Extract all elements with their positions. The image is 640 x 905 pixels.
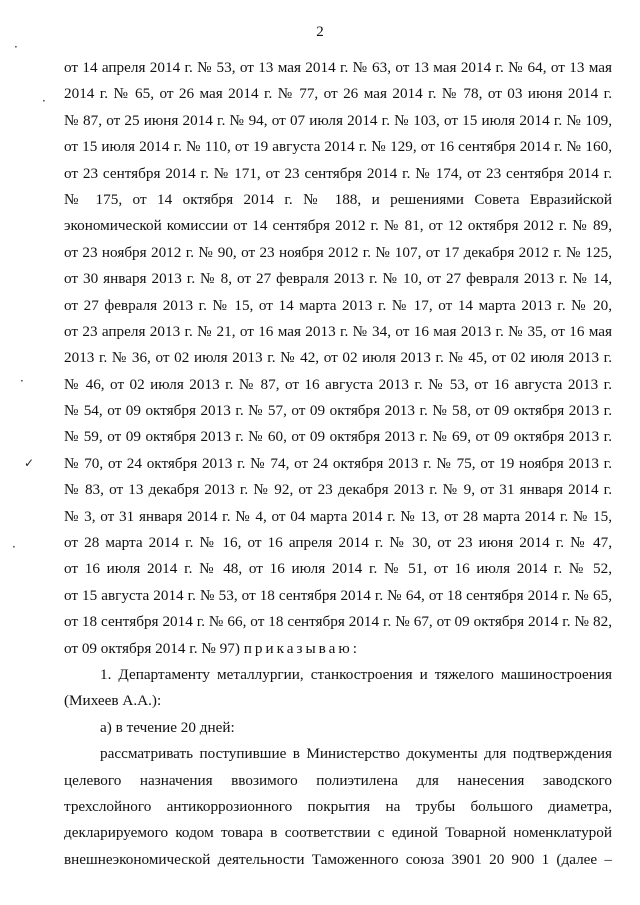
text-line-content: от 09 октября 2014 г. № 97): [64, 639, 244, 657]
text-line: [64, 345, 612, 371]
text-line-content: 2014 г. № 65, от 26 мая 2014 г. № 77, от 26 мая 2014 г. № 78, от 03 июня 2014 г.: [64, 85, 612, 103]
text-line-content: от 30 января 2013 г. № 8, от 27 февраля 2013 г. № 10, от 27 февраля 2013 г. № 14,: [64, 270, 612, 288]
text-line-content: № 3, от 31 января 2014 г. № 4, от 04 марта 2014 г. № 13, от 28 марта 2014 г. № 15,: [64, 507, 612, 525]
page-number: 2: [316, 24, 324, 40]
text-line-content: рассматривать поступившие в Министерство документы для подтверждения: [100, 745, 612, 763]
text-line: [64, 715, 612, 741]
text-line: [64, 662, 612, 688]
order-text: [64, 55, 612, 873]
text-line: [64, 768, 612, 794]
margin-mark: ·: [42, 94, 46, 108]
text-line: [64, 266, 612, 292]
text-line-content: от 15 июля 2014 г. № 110, от 19 августа 2014 г. № 129, от 16 сентября 2014 г. № 160,: [64, 138, 612, 156]
margin-mark: ·: [14, 40, 18, 54]
text-line-content: декларируемого кодом товара в соответствии с единой Товарной номенклатурой: [64, 824, 612, 842]
text-line-content: трехслойного антикоррозионного покрытия на трубы большого диаметра,: [64, 797, 612, 815]
text-line-content: № 175, от 14 октября 2014 г. № 188, и решениями Совета Евразийской: [64, 190, 612, 208]
text-line-content: от 15 августа 2014 г. № 53, от 18 сентября 2014 г. № 64, от 18 сентября 2014 г. № 65,: [64, 586, 612, 604]
text-line: [64, 530, 612, 556]
text-line-content: от 27 февраля 2013 г. № 15, от 14 марта 2013 г. № 17, от 14 марта 2013 г. № 20,: [64, 296, 612, 314]
text-line: [64, 240, 612, 266]
text-line: [64, 794, 612, 820]
text-line-content: от 14 апреля 2014 г. № 53, от 13 мая 2014 г. № 63, от 13 мая 2014 г. № 64, от 13 мая: [64, 59, 612, 76]
text-line-content: № 87, от 25 июня 2014 г. № 94, от 07 июля 2014 г. № 103, от 15 июля 2014 г. № 109,: [64, 111, 612, 129]
text-line: [64, 556, 612, 582]
text-line-content: № 54, от 09 октября 2013 г. № 57, от 09 октября 2013 г. № 58, от 09 октября 2013 г.: [64, 402, 612, 420]
order-verb: приказываю:: [243, 639, 360, 657]
margin-mark: ·: [20, 374, 24, 388]
text-line-content: (Михеев А.А.):: [64, 692, 162, 710]
text-line-content: от 23 ноября 2012 г. № 90, от 23 ноября 2012 г. № 107, от 17 декабря 2012 г. № 125,: [64, 243, 612, 261]
text-line: [64, 81, 612, 107]
text-line: [64, 504, 612, 530]
text-line: [64, 477, 612, 503]
text-line: [64, 55, 612, 81]
text-line: [64, 372, 612, 398]
text-line-content: 2013 г. № 36, от 02 июля 2013 г. № 42, от 02 июля 2013 г. № 45, от 02 июля 2013 г.: [64, 349, 612, 367]
text-line: [64, 688, 612, 714]
text-line: [64, 398, 612, 424]
text-line: [64, 451, 612, 477]
text-line-content: от 16 июля 2014 г. № 48, от 16 июля 2014 г. № 51, от 16 июля 2014 г. № 52,: [64, 560, 612, 578]
text-line: [64, 161, 612, 187]
text-line-content: целевого назначения ввозимого полиэтилена для нанесения заводского: [64, 771, 612, 789]
text-line-content: № 59, от 09 октября 2013 г. № 60, от 09 октября 2013 г. № 69, от 09 октября 2013 г.: [64, 428, 612, 446]
text-line-content: от 23 сентября 2014 г. № 171, от 23 сентября 2014 г. № 174, от 23 сентября 2014 г.: [64, 164, 612, 182]
text-line-content: от 28 марта 2014 г. № 16, от 16 апреля 2014 г. № 30, от 23 июня 2014 г. № 47,: [64, 534, 612, 552]
text-line: [64, 820, 612, 846]
text-line-content: 1. Департаменту металлургии, станкостроения и тяжелого машиностроения: [100, 665, 612, 683]
text-line-content: № 83, от 13 декабря 2013 г. № 92, от 23 декабря 2013 г. № 9, от 31 января 2014 г.: [64, 481, 612, 499]
text-line: [64, 583, 612, 609]
text-line: [64, 213, 612, 239]
text-line: [64, 741, 612, 767]
text-line-content: от 18 сентября 2014 г. № 66, от 18 сентября 2014 г. № 67, от 09 октября 2014 г. № 82,: [64, 613, 612, 631]
text-line-content: а) в течение 20 дней:: [100, 718, 235, 736]
text-line-content: внешнеэкономической деятельности Таможенного союза 3901 20 900 1 (далее –: [64, 850, 612, 868]
text-line: [64, 636, 612, 662]
text-line: [64, 424, 612, 450]
margin-mark: ✓: [24, 456, 35, 470]
text-line-content: № 70, от 24 октября 2013 г. № 74, от 24 октября 2013 г. № 75, от 19 ноября 2013 г.: [64, 454, 612, 472]
text-line-content: № 46, от 02 июля 2013 г. № 87, от 16 августа 2013 г. № 53, от 16 августа 2013 г.: [64, 375, 612, 393]
text-line-content: экономической комиссии от 14 сентября 2012 г. № 81, от 12 октября 2012 г. № 89,: [64, 217, 612, 235]
text-line: [64, 847, 612, 873]
text-line: [64, 108, 612, 134]
text-line: [64, 609, 612, 635]
margin-mark: ·: [12, 540, 16, 554]
text-line: [64, 134, 612, 160]
text-line: [64, 293, 612, 319]
text-line: [64, 319, 612, 345]
text-line-content: от 23 апреля 2013 г. № 21, от 16 мая 2013 г. № 34, от 16 мая 2013 г. № 35, от 16 мая: [64, 322, 612, 340]
text-line: [64, 187, 612, 213]
